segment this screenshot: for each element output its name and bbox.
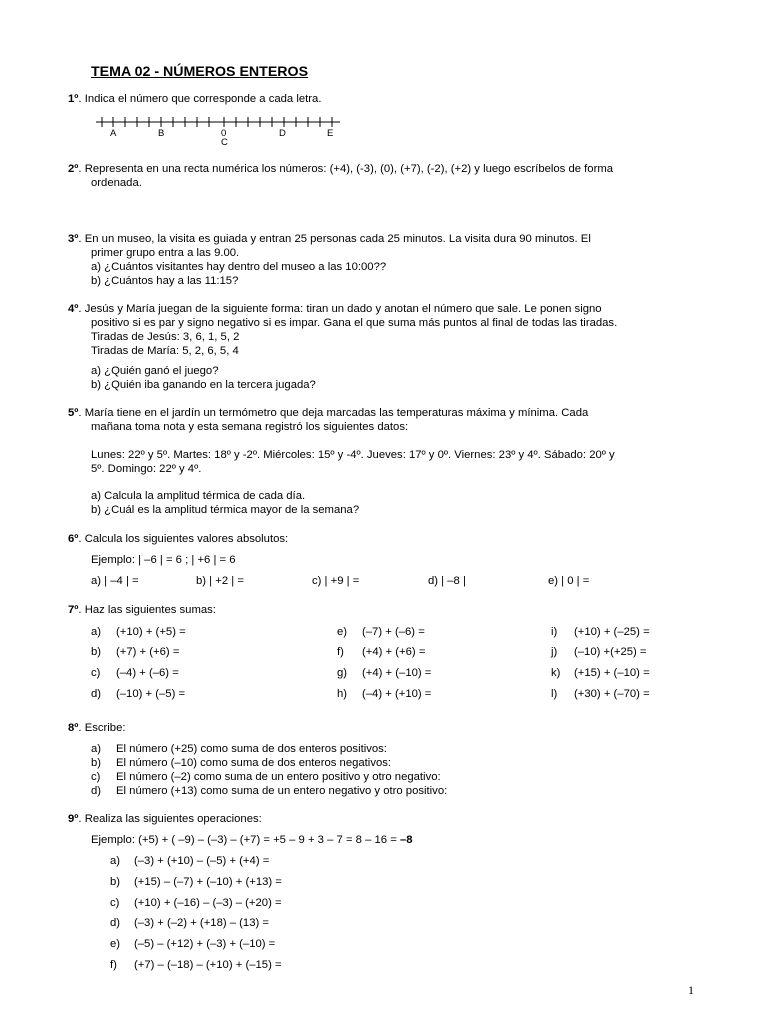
label-e: E [327, 128, 334, 139]
question-9 [68, 813, 262, 827]
operation-expr: (+7) – (–18) – (+10) + (–15) = [134, 959, 282, 971]
sum-letter: a) [91, 626, 102, 638]
item-letter: c) [91, 771, 101, 783]
operation-expr: (+15) – (–7) + (–10) + (+13) = [134, 876, 282, 888]
question-text: . Realiza las siguientes operaciones: [78, 813, 262, 825]
item-text: El número (+25) como suma de dos enteros positivos: [116, 743, 387, 755]
question-text: . María tiene en el jardín un termómetro que deja marcadas las temperaturas máxima y mínima. Cada [78, 407, 589, 419]
item-letter: a) [110, 855, 121, 867]
label-a: A [110, 128, 117, 139]
item-letter: d) [91, 785, 102, 797]
label-d: D [279, 128, 286, 139]
question-text: . Representa en una recta numérica los números: (+4), (-3), (0), (+7), (-2), (+2) y luego escríbelos de forma [78, 163, 614, 175]
label-zero: 0 [221, 128, 227, 139]
question-text-cont: a) ¿Cuántos visitantes hay dentro del museo a las 10:00?? [91, 261, 387, 273]
example [91, 834, 413, 848]
question-text-cont: Tiradas de María: 5, 2, 6, 5, 4 [91, 345, 239, 357]
sum-expr: (–4) + (+10) = [362, 688, 432, 700]
question-3 [68, 233, 591, 247]
question-text-cont: positivo si es par y signo negativo si es impar. Gana el que suma más puntos al final de todas las tiradas. [91, 317, 618, 329]
question-number: 1º [68, 93, 79, 105]
question-number: 4º [68, 303, 79, 315]
abs-item: a) | –4 | = [91, 575, 139, 587]
page-number: 1 [688, 983, 694, 997]
sum-expr: (+10) + (+5) = [116, 626, 186, 638]
question-text-cont: a) Calcula la amplitud térmica de cada día. [91, 490, 306, 502]
operation-expr: (–3) + (+10) – (–5) + (+4) = [134, 855, 270, 867]
sum-expr: (+15) + (–10) = [574, 667, 650, 679]
sum-expr: (+4) + (+6) = [362, 646, 426, 658]
question-text-cont: b) ¿Cuál es la amplitud térmica mayor de la semana? [91, 504, 360, 516]
operation-expr: (–3) + (–2) + (+18) – (13) = [134, 917, 269, 929]
operation-expr: (–5) – (+12) + (–3) + (–10) = [134, 938, 276, 950]
sum-letter: d) [91, 688, 102, 700]
sum-letter: g) [337, 667, 348, 679]
abs-item: e) | 0 | = [548, 575, 590, 587]
question-7 [68, 604, 216, 618]
question-number: 2º [68, 163, 79, 175]
sum-expr: (–10) +(+25) = [574, 646, 647, 658]
question-1 [68, 93, 321, 107]
item-letter: d) [110, 917, 121, 929]
item-text: El número (+13) como suma de un entero negativo y otro positivo: [116, 785, 448, 797]
question-number: 8º [68, 722, 79, 734]
abs-item: c) | +9 | = [312, 575, 360, 587]
number-line [90, 112, 350, 148]
question-text: . Calcula los siguientes valores absolutos: [78, 533, 289, 545]
sum-expr: (+30) + (–70) = [574, 688, 650, 700]
question-text-cont: mañana toma nota y esta semana registró los siguientes datos: [91, 421, 409, 433]
example-text: Ejemplo: (+5) + ( –9) – (–3) – (+7) = +5 – 9 + 3 – 7 = 8 – 16 = [91, 834, 400, 846]
question-number: 3º [68, 233, 79, 245]
sum-expr: (+10) + (–25) = [574, 626, 650, 638]
sum-letter: k) [551, 667, 561, 679]
question-text-cont: b) ¿Quién iba ganando en la tercera jugada? [91, 379, 316, 391]
sum-letter: i) [551, 626, 558, 638]
sum-letter: e) [337, 626, 348, 638]
sum-letter: h) [337, 688, 348, 700]
sum-letter: f) [337, 646, 344, 658]
page-title: TEMA 02 - NÚMEROS ENTEROS [91, 64, 309, 80]
question-text-cont: Tiradas de Jesús: 3, 6, 1, 5, 2 [91, 331, 240, 343]
question-text-cont: b) ¿Cuántos hay a las 11:15? [91, 275, 239, 287]
question-number: 5º [68, 407, 79, 419]
sum-letter: l) [551, 688, 558, 700]
label-b: B [158, 128, 165, 139]
abs-item: b) | +2 | = [196, 575, 244, 587]
question-number: 9º [68, 813, 79, 825]
question-text: . Indica el número que corresponde a cada letra. [78, 93, 322, 105]
question-8 [68, 722, 126, 736]
item-text: El número (–10) como suma de dos enteros negativos: [116, 757, 392, 769]
example: Ejemplo: | –6 | = 6 ; | +6 | = 6 [91, 554, 236, 566]
sum-letter: b) [91, 646, 102, 658]
sum-expr: (–4) + (–6) = [116, 667, 179, 679]
item-letter: b) [110, 876, 121, 888]
question-4 [68, 303, 602, 317]
operation-expr: (+10) + (–16) – (–3) – (+20) = [134, 897, 282, 909]
sum-expr: (–10) + (–5) = [116, 688, 186, 700]
item-letter: c) [110, 897, 120, 909]
sum-expr: (+7) + (+6) = [116, 646, 180, 658]
question-text-cont: ordenada. [91, 177, 142, 189]
question-2 [68, 163, 613, 177]
question-text: . Haz las siguientes sumas: [78, 604, 216, 616]
item-letter: a) [91, 743, 102, 755]
question-text-cont: 5º. Domingo: 22º y 4º. [91, 463, 202, 475]
question-text-cont: Lunes: 22º y 5º. Martes: 18º y -2º. Miércoles: 15º y -4º. Jueves: 17º y 0º. Viernes: 23º y 4º. Sábado: 20º y [91, 449, 615, 461]
question-6 [68, 533, 288, 547]
example-result: –8 [399, 834, 413, 846]
question-text: . Escribe: [78, 722, 126, 734]
item-letter: f) [110, 959, 117, 971]
sum-letter: c) [91, 667, 101, 679]
sum-expr: (–7) + (–6) = [362, 626, 425, 638]
question-text: . En un museo, la visita es guiada y entran 25 personas cada 25 minutos. La visita dura 90 minutos. El [78, 233, 591, 245]
abs-item: d) | –8 | [428, 575, 466, 587]
question-5 [68, 407, 588, 421]
question-text: . Jesús y María juegan de la siguiente forma: tiran un dado y anotan el número que sale. Le ponen signo [78, 303, 602, 315]
question-text-cont: a) ¿Quién ganó el juego? [91, 365, 219, 377]
question-number: 6º [68, 533, 79, 545]
item-text: El número (–2) como suma de un entero positivo y otro negativo: [116, 771, 441, 783]
question-text-cont: primer grupo entra a las 9.00. [91, 247, 240, 259]
sum-expr: (+4) + (–10) = [362, 667, 432, 679]
item-letter: b) [91, 757, 102, 769]
item-letter: e) [110, 938, 121, 950]
label-c: C [221, 137, 228, 148]
sum-letter: j) [551, 646, 558, 658]
question-number: 7º [68, 604, 79, 616]
